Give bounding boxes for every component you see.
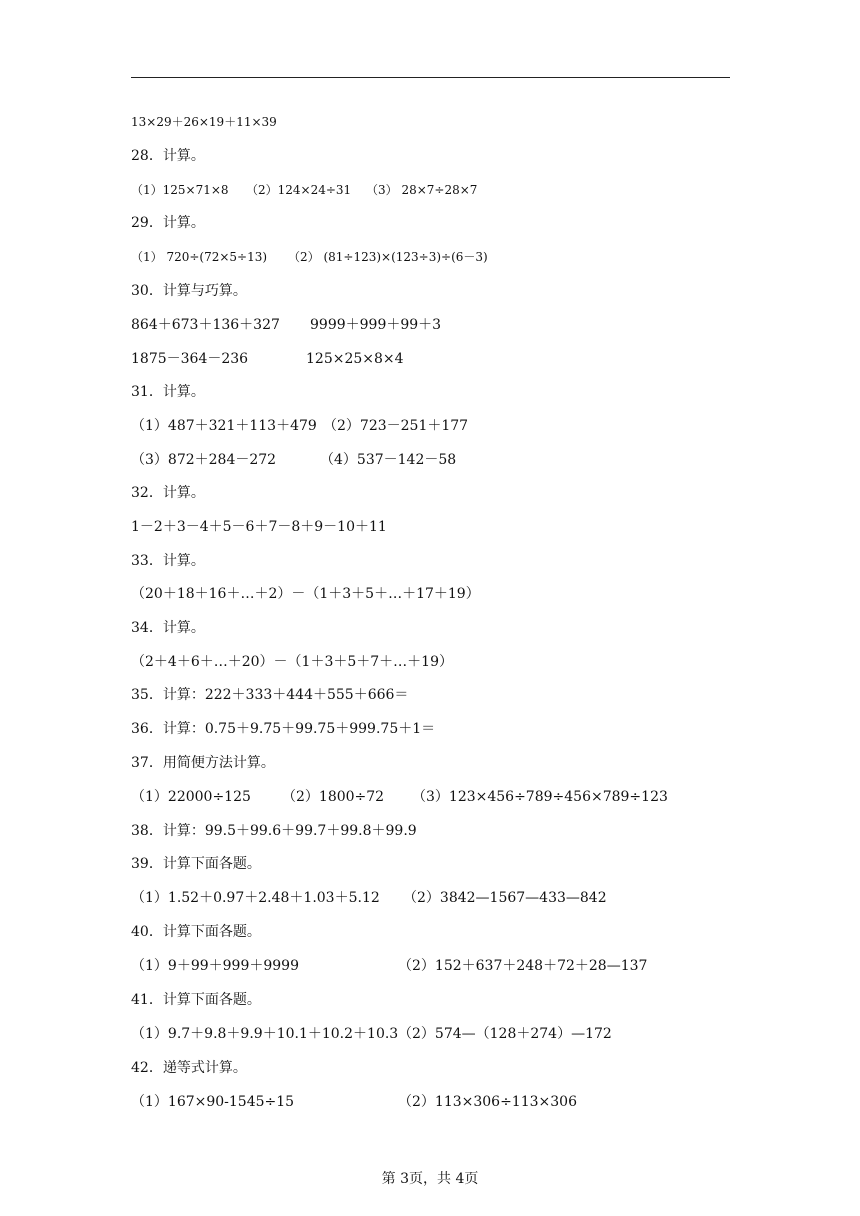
q31-item-4: （4）537－142－58: [320, 452, 457, 468]
q35-line: 35．计算：222＋333＋444＋555＋666＝: [131, 687, 409, 703]
q41-item-1: （1）9.7＋9.8＋9.9＋10.1＋10.2＋10.3: [131, 1026, 399, 1042]
q41-title: 41．计算下面各题。: [131, 992, 261, 1008]
q40-item-1: （1）9＋99＋999＋9999: [131, 958, 299, 974]
q39-title: 39．计算下面各题。: [131, 856, 261, 872]
q31-item-1: （1）487＋321＋113＋479: [131, 418, 317, 434]
q31-item-2: （2）723－251＋177: [323, 418, 469, 434]
q41-item-2: （2）574—（128＋274）—172: [398, 1026, 612, 1042]
q29-item-1: （1） 720÷(72×5÷13): [131, 250, 268, 264]
q40-item-2: （2）152＋637＋248＋72＋28—137: [398, 958, 648, 974]
q30-title: 30．计算与巧算。: [131, 283, 247, 299]
page-footer: 第 3页，共 4页: [381, 1171, 479, 1187]
q37-item-2: （2）1800÷72: [282, 789, 385, 805]
q29-title: 29．计算。: [131, 215, 205, 231]
q30-expr-d: 125×25×8×4: [306, 351, 404, 367]
q42-title: 42．递等式计算。: [131, 1060, 247, 1076]
q31-title: 31．计算。: [131, 384, 205, 400]
q30-expr-c: 1875－364－236: [131, 351, 249, 367]
q42-item-1: （1）167×90-1545÷15: [131, 1094, 295, 1110]
q28-title: 28．计算。: [131, 148, 205, 164]
q37-title: 37．用简便方法计算。: [131, 755, 275, 771]
q32-expression: 1－2＋3－4＋5－6＋7－8＋9－10＋11: [131, 519, 387, 535]
q30-expr-a: 864＋673＋136＋327: [131, 317, 280, 333]
q28-item-1: （1）125×71×8: [131, 183, 229, 197]
q32-title: 32．计算。: [131, 485, 205, 501]
q37-item-3: （3）123×456÷789÷456×789÷123: [412, 789, 668, 805]
q36-line: 36．计算：0.75＋9.75＋99.75＋999.75＋1＝: [131, 721, 436, 737]
q28-item-3: （3） 28×7÷28×7: [366, 183, 478, 197]
q37-item-1: （1）22000÷125: [131, 789, 251, 805]
q38-line: 38．计算：99.5＋99.6＋99.7＋99.8＋99.9: [131, 823, 417, 839]
q39-item-1: （1）1.52＋0.97＋2.48＋1.03＋5.12: [131, 890, 380, 906]
q28-item-2: （2）124×24÷31: [246, 183, 352, 197]
q31-item-3: （3）872＋284－272: [131, 452, 277, 468]
q42-item-2: （2）113×306÷113×306: [398, 1094, 577, 1110]
q34-expression: （2＋4＋6＋…＋20）－（1＋3＋5＋7＋…＋19）: [131, 654, 453, 670]
q39-item-2: （2）3842—1567—433—842: [403, 890, 607, 906]
q33-title: 33．计算。: [131, 553, 205, 569]
q34-title: 34．计算。: [131, 620, 205, 636]
q33-expression: （20＋18＋16＋…＋2）－（1＋3＋5＋…＋17＋19）: [131, 586, 480, 602]
q40-title: 40．计算下面各题。: [131, 924, 261, 940]
q30-expr-b: 9999＋999＋99＋3: [310, 317, 442, 333]
header-rule: [131, 77, 730, 78]
q27-expression: 13×29＋26×19＋11×39: [131, 115, 277, 129]
q29-item-2: （2） (81÷123)×(123÷3)÷(6－3): [288, 250, 488, 264]
